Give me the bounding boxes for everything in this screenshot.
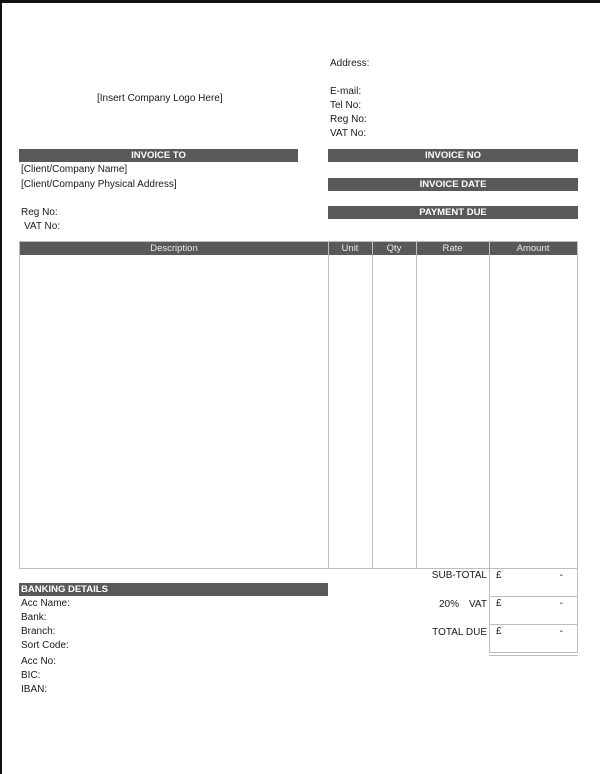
branch-label: Branch: [21, 626, 56, 637]
column-header-rate: Rate [442, 243, 463, 254]
bank-label: Bank: [21, 612, 47, 623]
vat-currency: £ [496, 598, 502, 609]
table-header-row [20, 242, 577, 255]
company-reg-label: Reg No: [330, 114, 367, 125]
column-divider [489, 242, 490, 568]
invoice-no-header: INVOICE NO [328, 149, 578, 162]
column-divider [416, 242, 417, 568]
invoice-date-header: INVOICE DATE [328, 178, 578, 191]
subtotal-value: - [559, 570, 563, 581]
client-address: [Client/Company Physical Address] [21, 179, 177, 190]
line-items-table [19, 241, 578, 569]
column-header-unit: Unit [341, 243, 359, 254]
banking-details-header: BANKING DETAILS [19, 583, 328, 596]
column-divider [372, 242, 373, 568]
client-name: [Client/Company Name] [21, 164, 128, 175]
acc-no-label: Acc No: [21, 656, 57, 667]
subtotal-cell [489, 569, 578, 597]
total-value: - [559, 626, 563, 637]
column-header-qty: Qty [386, 243, 402, 254]
iban-label: IBAN: [21, 684, 48, 695]
invoice-to-header: INVOICE TO [19, 149, 298, 162]
page-top-border [0, 0, 600, 3]
email-label: E-mail: [330, 86, 362, 97]
vat-cell [489, 597, 578, 625]
vat-label: VAT [469, 599, 487, 610]
page-left-border [0, 0, 2, 774]
tel-label: Tel No: [330, 100, 362, 111]
column-header-description: Description [150, 243, 198, 254]
column-divider [328, 242, 329, 568]
total-due-label: TOTAL DUE [432, 627, 487, 638]
payment-due-header: PAYMENT DUE [328, 206, 578, 219]
subtotal-label: SUB-TOTAL [431, 570, 487, 581]
total-due-cell [489, 625, 578, 653]
address-label: Address: [330, 58, 370, 69]
bic-label: BIC: [21, 670, 41, 681]
company-logo-placeholder: [Insert Company Logo Here] [97, 93, 223, 104]
total-currency: £ [496, 626, 502, 637]
vat-rate: 20% [439, 599, 460, 610]
vat-value: - [559, 598, 563, 609]
column-header-amount: Amount [516, 243, 550, 254]
total-double-rule [489, 655, 578, 656]
subtotal-currency: £ [496, 570, 502, 581]
client-reg-label: Reg No: [21, 207, 58, 218]
sort-code-label: Sort Code: [21, 640, 69, 651]
acc-name-label: Acc Name: [21, 598, 70, 609]
client-vat-label: VAT No: [24, 221, 61, 232]
company-vat-label: VAT No: [330, 128, 367, 139]
